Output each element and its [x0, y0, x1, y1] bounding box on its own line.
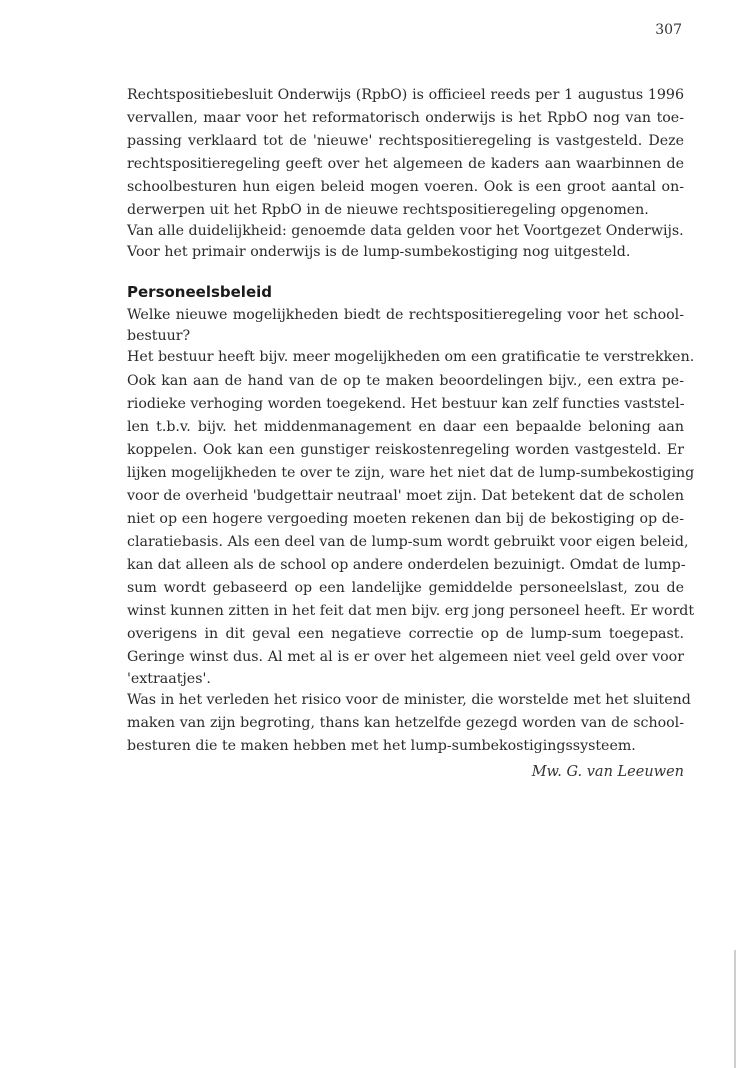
body-text-line: Voor het primair onderwijs is de lump-sumbekostiging nog uitgesteld.: [127, 244, 631, 260]
section-heading: Personeelsbeleid: [127, 283, 272, 301]
body-text-line: kan dat alleen als de school op andere onderdelen bezuinigt. Omdat de lump-: [127, 557, 686, 573]
body-text-line: riodieke verhoging worden toegekend. Het bestuur kan zelf functies vaststel-: [127, 396, 685, 412]
body-text-line: derwerpen uit het RpbO in de nieuwe rechtspositieregeling opgenomen.: [127, 202, 649, 218]
body-text-line: rechtspositieregeling geeft over het algemeen de kaders aan waarbinnen de: [127, 156, 684, 172]
body-text-line: Ook kan aan de hand van de op te maken beoordelingen bijv., een extra pe-: [127, 373, 684, 389]
question-text-line: bestuur?: [127, 328, 191, 344]
body-text-line: voor de overheid 'budgettair neutraal' moet zijn. Dat betekent dat de scholen: [127, 488, 685, 504]
body-text-line: Het bestuur heeft bijv. meer mogelijkheden om een gratificatie te verstrekken.: [127, 349, 695, 365]
body-text-line: vervallen, maar voor het reformatorisch onderwijs is het RpbO nog van toe-: [127, 110, 684, 126]
body-text-line: schoolbesturen hun eigen beleid mogen voeren. Ook is een groot aantal on-: [127, 179, 684, 195]
body-text-line: maken van zijn begroting, thans kan hetzelfde gezegd worden van de school-: [127, 715, 684, 731]
body-text-line: passing verklaard tot de 'nieuwe' rechtspositieregeling is vastgesteld. Deze: [127, 133, 684, 149]
body-text-line: Was in het verleden het risico voor de minister, die worstelde met het sluitend: [127, 692, 691, 708]
body-text-line: koppelen. Ook kan een gunstiger reiskostenregeling worden vastgesteld. Er: [127, 442, 684, 458]
body-text-line: niet op een hogere vergoeding moeten rekenen dan bij de bekostiging op de-: [127, 511, 684, 527]
body-text-line: 'extraatjes'.: [127, 671, 211, 687]
body-text-line: overigens in dit geval een negatieve correctie op de lump-sum toegepast.: [127, 626, 684, 642]
author-signature: Mw. G. van Leeuwen: [531, 764, 684, 780]
body-text-line: Van alle duidelijkheid: genoemde data gelden voor het Voortgezet Onderwijs.: [127, 223, 684, 239]
body-text-line: Geringe winst dus. Al met al is er over het algemeen niet veel geld over voor: [127, 649, 684, 665]
scan-edge-line: [734, 950, 736, 1068]
body-text-line: besturen die te maken hebben met het lump-sumbekostigingssysteem.: [127, 738, 636, 754]
body-text-line: len t.b.v. bijv. het middenmanagement en daar een bepaalde beloning aan: [127, 419, 684, 435]
body-text-line: sum wordt gebaseerd op een landelijke gemiddelde personeelslast, zou de: [127, 580, 684, 596]
body-text-line: claratiebasis. Als een deel van de lump-sum wordt gebruikt voor eigen beleid,: [127, 534, 689, 550]
body-text-line: Rechtspositiebesluit Onderwijs (RpbO) is officieel reeds per 1 augustus 1996: [127, 87, 684, 103]
page-number: 307: [655, 22, 682, 38]
question-text-line: Welke nieuwe mogelijkheden biedt de rechtspositieregeling voor het school-: [127, 307, 684, 323]
body-text-line: winst kunnen zitten in het feit dat men bijv. erg jong personeel heeft. Er wordt: [127, 603, 695, 619]
body-text-line: lijken mogelijkheden te over te zijn, ware het niet dat de lump-sumbekostiging: [127, 465, 695, 481]
